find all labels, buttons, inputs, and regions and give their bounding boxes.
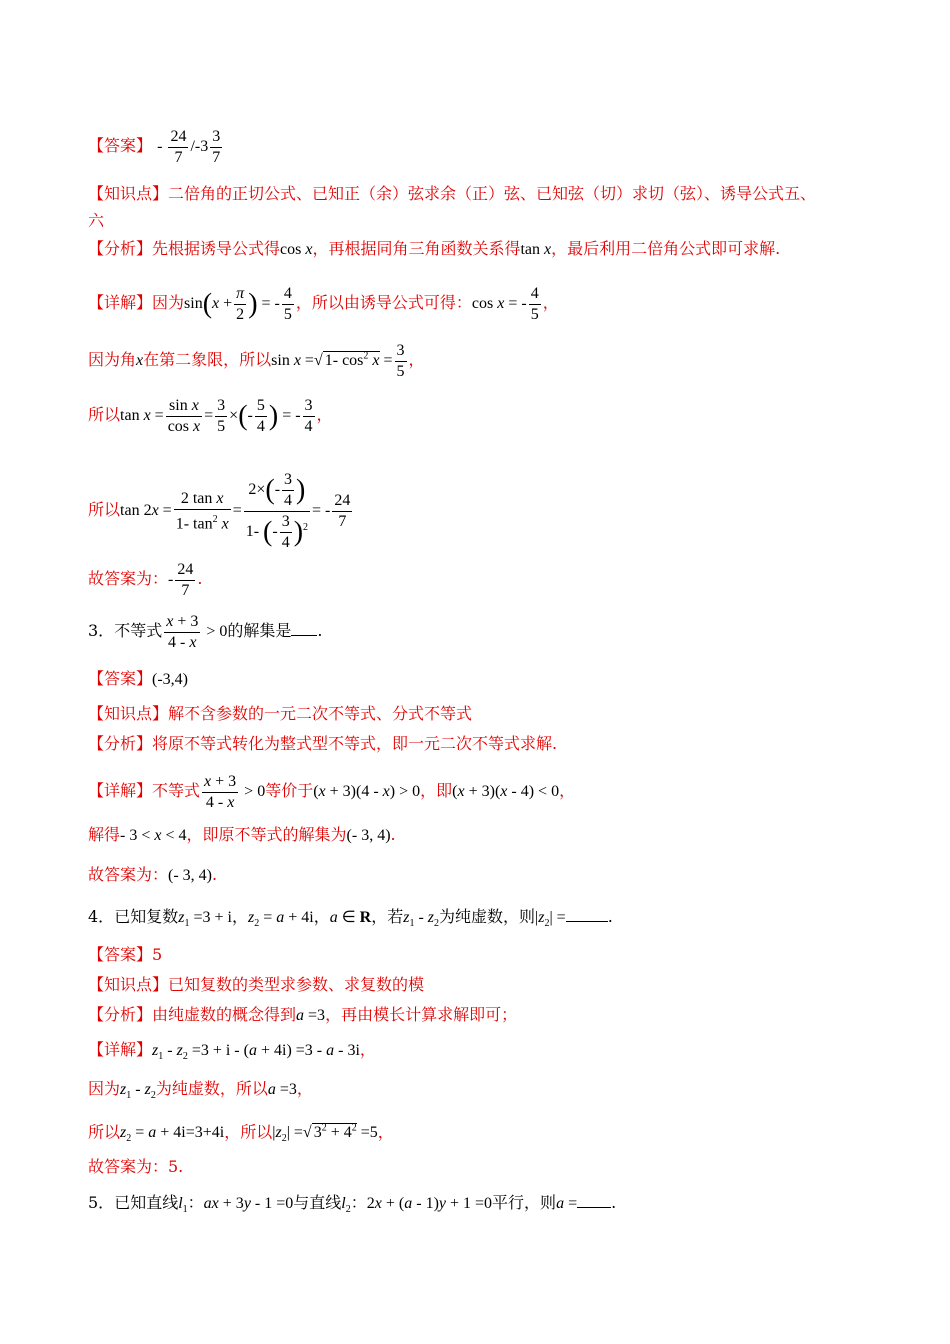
q2-detail-line4: 所以tan 2x = $\frac{\text{2 tan x}}{1- \tan^2 x}$ = 2×(- $\frac{3}{4}$ ) 1- (- $\frac{3}{4}$ )$^2$ = - $\frac{24}{7}$ bbox=[88, 471, 351, 551]
q3-final: 故答案为：(- 3, 4). bbox=[88, 865, 218, 884]
q3-analysis: 【分析】将原不等式转化为整式型不等式，即一元二次不等式求解. bbox=[88, 734, 558, 753]
q4-answer: 【答案】5 bbox=[88, 945, 163, 964]
q2-analysis: 【分析】先根据诱导公式得cos x，再根据同角三角函数关系得tan x，最后利用二倍角公式即可求解. bbox=[88, 239, 781, 258]
q3-kp: 【知识点】解不含参数的一元二次不等式、分式不等式 bbox=[88, 704, 473, 723]
q3-stem: 3．不等式 $\frac{x + 3}{4 - x}$ > 0的解集是 . bbox=[88, 613, 323, 651]
q4-stem: 4．已知复数$z_1 =3 + i$，$z_2 = a + 4i$，a ∈ R，若$z_1 - z_2$为纯虚数，则$|z_2|$ = . bbox=[88, 907, 613, 930]
q4-detail-line3: 所以$z_2 = a + 4i=3+4i$，所以$|z_2|$ =√ $3^2 + 4^2 =5$， bbox=[88, 1122, 394, 1145]
q2-kp-line2: 六 bbox=[88, 211, 105, 230]
q2-detail-line2: 因为角x在第二象限，所以sin x =√ 1- $\cos^2 x$ = $\frac{3}{5}$ ， bbox=[88, 342, 425, 380]
q2-detail-line3: 所以tan x = $\frac{\text{sin x}}{\text{cos x}}$ = $\frac{3}{5}$ ×(- $\frac{5}{4}$ ) = - $\frac{3}{4}$ ， bbox=[88, 397, 333, 435]
answer-tag: 【答案】 bbox=[88, 136, 153, 156]
answer-math: - $\frac{24}{7}$ /-3 $\frac{3}{7}$ bbox=[157, 128, 221, 166]
q5-stem: 5．已知直线$l_1$：ax + 3y - 1 =0与直线$l_2$：2x + (a - 1)y + 1 =0平行，则a = . bbox=[88, 1193, 617, 1216]
q2-kp-line1: 【知识点】二倍角的正切公式、已知正（余）弦求余（正）弦、已知弦（切）求切（弦）、诱导公式五、 bbox=[88, 184, 817, 203]
q2-answer-line bbox=[88, 127, 224, 168]
q4-kp: 【知识点】已知复数的类型求参数、求复数的模 bbox=[88, 975, 425, 994]
q4-analysis: 【分析】由纯虚数的概念得到a =3，再由模长计算求解即可； bbox=[88, 1005, 518, 1024]
q3-detail-line2: 解得- 3 < x < 4，即原不等式的解集为(- 3, 4). bbox=[88, 825, 396, 844]
q2-final: 故答案为：- $\frac{24}{7}$ . bbox=[88, 561, 203, 599]
q3-answer: 【答案】(-3,4) bbox=[88, 669, 188, 688]
q4-detail-line2: 因为$z_1 - z_2$为纯虚数，所以a =3， bbox=[88, 1079, 313, 1102]
q2-detail-line1: 【详解】因为sin(x + $\frac{\pi}{2}$ ) = - $\frac{4}{5}$ ，所以由诱导公式可得：cos x = - $\frac{4}{5}$ ， bbox=[88, 285, 559, 323]
q4-detail-line1: 【详解】$z_1 - z_2 =3 + i - (a + 4i) =3 - a - 3i$， bbox=[88, 1040, 376, 1063]
q4-final: 故答案为：5. bbox=[88, 1157, 184, 1176]
q3-detail-line1: 【详解】不等式 $\frac{x + 3}{4 - x}$ > 0等价于(x + 3)(4 - x) > 0，即(x + 3)(x - 4) < 0， bbox=[88, 773, 576, 811]
